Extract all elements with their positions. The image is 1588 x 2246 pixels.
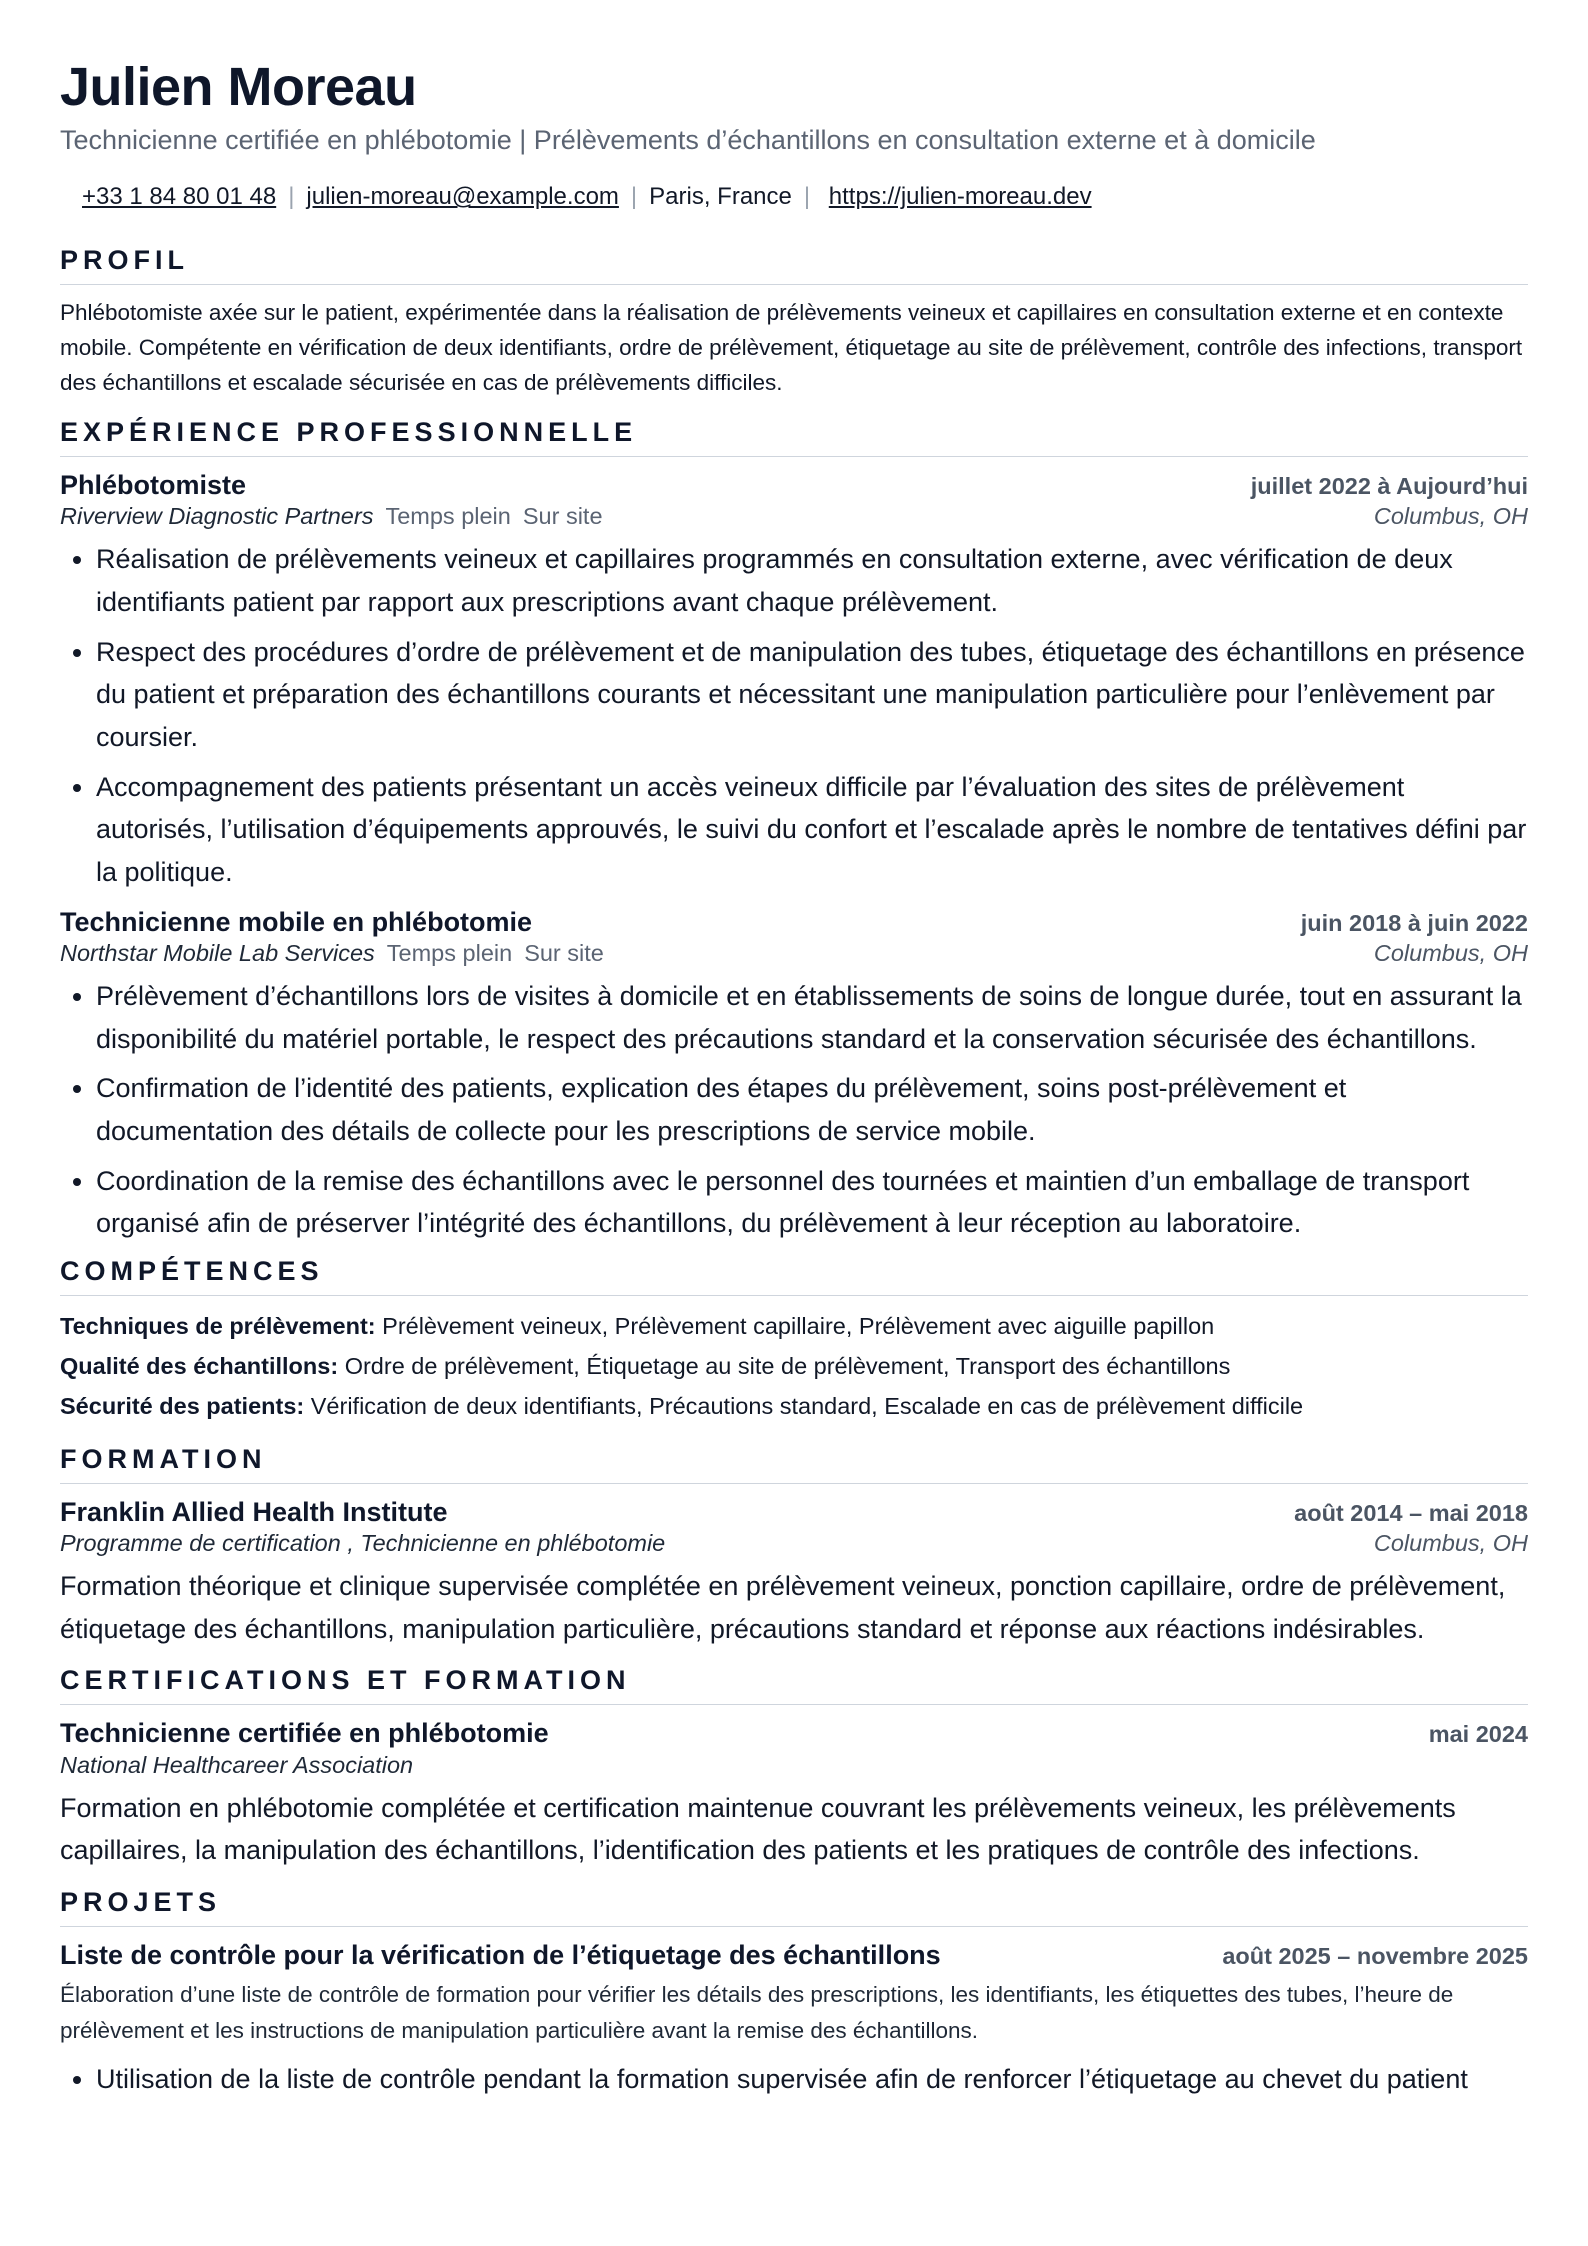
skills-list bbox=[60, 1306, 1528, 1427]
employment-type: Temps plein bbox=[386, 939, 513, 966]
certifications-section bbox=[60, 1664, 1528, 1872]
projects-section bbox=[60, 1886, 1528, 2101]
company-name: Northstar Mobile Lab Services bbox=[60, 939, 375, 966]
experience-section bbox=[60, 416, 1528, 1245]
section-title-education: FORMATION bbox=[60, 1443, 1528, 1484]
website-link[interactable]: https://julien-moreau.dev bbox=[828, 183, 1092, 211]
program-name: Programme de certification , Technicienne en phlébotomie bbox=[60, 1530, 666, 1557]
skill-values: Vérification de deux identifiants, Précautions standard, Escalade en cas de prélèvement difficile bbox=[310, 1393, 1304, 1420]
contact-separator: | bbox=[803, 183, 811, 211]
job-title: Phlébotomiste bbox=[60, 469, 247, 500]
bullet-item: • Réalisation de prélèvements veineux et capillaires programmés en consultation externe, avec vérification de deux identifiants patient par rapport aux prescriptions avant chaque prélèvement. bbox=[96, 538, 1528, 623]
bullet-item: • Confirmation de l’identité des patients, explication des étapes du prélèvement, soins post-prélèvement et documentation des détails de collecte pour les prescriptions de service mobile. bbox=[96, 1067, 1528, 1152]
section-title-skills: COMPÉTENCES bbox=[60, 1255, 1528, 1296]
school-name: Franklin Allied Health Institute bbox=[60, 1496, 448, 1527]
phone-link[interactable]: +33 1 84 80 01 48 bbox=[82, 183, 277, 211]
experience-entry bbox=[60, 467, 1528, 894]
job-location: Columbus, OH bbox=[1373, 503, 1528, 530]
candidate-name: Julien Moreau bbox=[60, 57, 417, 117]
skill-category: Techniques de prélèvement: bbox=[60, 1312, 376, 1339]
education-description: Formation théorique et clinique supervisée complétée en prélèvement veineux, ponction capillaire, ordre de prélèvement, étiquetage des échantillons, manipulation particulière, précautions standard et réponse aux réactions indésirables. bbox=[60, 1571, 1506, 1644]
section-title-experience: EXPÉRIENCE PROFESSIONNELLE bbox=[60, 416, 1528, 457]
bullet-item: • Utilisation de la liste de contrôle pendant la formation supervisée afin de renforcer l’étiquetage au chevet du patient bbox=[96, 2058, 1528, 2101]
profile-summary: Phlébotomiste axée sur le patient, expérimentée dans la réalisation de prélèvements veineux et capillaires en consultation externe et en contexte mobile. Compétente en vérification de deux identifiants, ordre de prélèvement, étiquetage au site de prélèvement, contrôle des infections, transport des échantillons et escalade sécurisée en cas de prélèvements difficiles. bbox=[60, 299, 1523, 396]
skill-category: Qualité des échantillons: bbox=[60, 1353, 339, 1380]
section-title-profile: PROFIL bbox=[60, 244, 1528, 285]
education-dates: août 2014 – mai 2018 bbox=[1294, 1499, 1528, 1526]
job-title: Technicienne mobile en phlébotomie bbox=[60, 906, 533, 937]
project-bullets bbox=[60, 2058, 1528, 2101]
job-dates: juillet 2022 à Aujourd’hui bbox=[1250, 472, 1528, 499]
bullet-item: • Respect des procédures d’ordre de prélèvement et de manipulation des tubes, étiquetage des échantillons en présence du patient et préparation des échantillons courants et nécessitant une manipulation particulière pour l’enlèvement par coursier. bbox=[96, 631, 1528, 759]
job-bullets bbox=[60, 538, 1528, 893]
skill-category: Sécurité des patients: bbox=[60, 1393, 305, 1420]
employment-type: Temps plein bbox=[385, 503, 511, 530]
contact-separator: | bbox=[288, 183, 295, 211]
skill-row bbox=[60, 1306, 1528, 1346]
skills-section bbox=[60, 1255, 1528, 1427]
bullet-item: • Coordination de la remise des échantillons avec le personnel des tournées et maintien d’un emballage de transport organisé afin de préserver l’intégrité des échantillons, du prélèvement à leur réception au laboratoire. bbox=[96, 1160, 1528, 1245]
project-name: Liste de contrôle pour la vérification de l’étiquetage des échantillons bbox=[60, 1939, 941, 1970]
skill-values: Prélèvement veineux, Prélèvement capillaire, Prélèvement avec aiguille papillon bbox=[382, 1312, 1215, 1339]
project-description: Élaboration d’une liste de contrôle de formation pour vérifier les détails des prescriptions, les identifiants, les étiquettes des tubes, l’heure de prélèvement et les instructions de manipulation particulière avant la remise des échantillons. bbox=[60, 1982, 1454, 2043]
skill-row bbox=[60, 1386, 1528, 1426]
certification-entry bbox=[60, 1715, 1528, 1872]
section-title-projects: PROJETS bbox=[60, 1886, 1528, 1927]
job-dates: juin 2018 à juin 2022 bbox=[1300, 909, 1528, 936]
contact-line bbox=[60, 180, 1528, 214]
skill-values: Ordre de prélèvement, Étiquetage au site de prélèvement, Transport des échantillons bbox=[344, 1353, 1231, 1380]
candidate-headline: Technicienne certifiée en phlébotomie | Prélèvements d’échantillons en consultation externe et à domicile bbox=[60, 125, 1316, 156]
project-entry bbox=[60, 1937, 1528, 2101]
work-mode: Sur site bbox=[522, 503, 603, 530]
work-mode: Sur site bbox=[524, 939, 604, 966]
skill-row bbox=[60, 1346, 1528, 1386]
education-location: Columbus, OH bbox=[1373, 1530, 1528, 1557]
job-bullets bbox=[60, 975, 1528, 1245]
certification-date: mai 2024 bbox=[1428, 1721, 1528, 1748]
bullet-item: • Accompagnement des patients présentant un accès veineux difficile par l’évaluation des sites de prélèvement autorisés, l’utilisation d’équipements approuvés, le suivi du confort et l’escalade après le nombre de tentatives défini par la politique. bbox=[96, 766, 1528, 894]
certification-name: Technicienne certifiée en phlébotomie bbox=[60, 1718, 549, 1749]
experience-entry bbox=[60, 904, 1528, 1245]
certification-issuer: National Healthcareer Association bbox=[60, 1751, 414, 1778]
email-link[interactable]: julien-moreau@example.com bbox=[306, 183, 619, 211]
certification-description: Formation en phlébotomie complétée et certification maintenue couvrant les prélèvements veineux, les prélèvements capillaires, la manipulation des échantillons, l’identification des patients et les pratiques de contrôle des infections. bbox=[60, 1792, 1456, 1866]
bullet-item: • Prélèvement d’échantillons lors de visites à domicile et en établissements de soins de longue durée, tout en assurant la disponibilité du matériel portable, le respect des précautions standard et la conservation sécurisée des échantillons. bbox=[96, 975, 1528, 1060]
company-name: Riverview Diagnostic Partners bbox=[60, 503, 374, 530]
education-entry bbox=[60, 1494, 1528, 1651]
location-text: Paris, France bbox=[649, 183, 792, 211]
section-title-certifications: CERTIFICATIONS ET FORMATION bbox=[60, 1664, 1528, 1705]
job-location: Columbus, OH bbox=[1373, 939, 1528, 966]
contact-separator: | bbox=[630, 183, 638, 211]
project-dates: août 2025 – novembre 2025 bbox=[1222, 1942, 1528, 1969]
profile-section bbox=[60, 244, 1528, 400]
education-section bbox=[60, 1443, 1528, 1651]
